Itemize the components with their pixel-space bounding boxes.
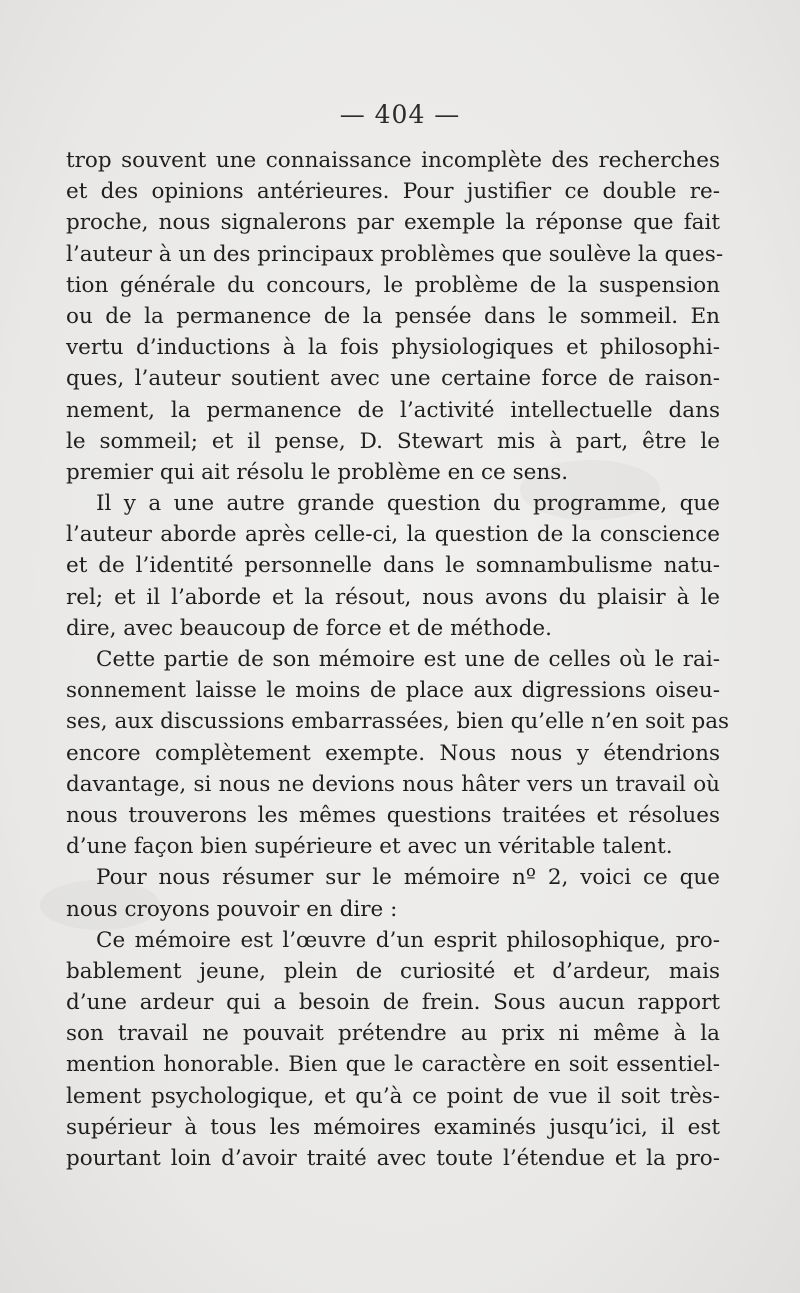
text-line: son travail ne pouvait prétendre au prix ni même à la <box>66 1021 720 1047</box>
text-line: Cette partie de son mémoire est une de celles où le rai- <box>96 647 720 672</box>
text-line: ques, l’auteur soutient avec une certaine force de raison- <box>66 366 720 392</box>
text-line: bablement jeune, plein de curiosité et d’ardeur, mais <box>66 958 720 984</box>
text-line: d’une façon bien supérieure et avec un véritable talent. <box>66 834 673 860</box>
body-text <box>66 145 730 1174</box>
text-line: sonnement laisse le moins de place aux digressions oiseu- <box>66 678 720 704</box>
text-line: l’auteur à un des principaux problèmes que soulève la ques- <box>66 241 724 267</box>
paragraph <box>66 925 720 1175</box>
text-line: mention honorable. Bien que le caractère en soit essentiel- <box>66 1052 720 1078</box>
text-line: davantage, si nous ne devions nous hâter vers un travail où <box>66 771 720 797</box>
paragraph <box>66 644 730 862</box>
page-number: — 404 — <box>339 100 461 129</box>
text-line: l’auteur aborde après celle-ci, la question de la conscience <box>66 522 720 548</box>
text-line: pourtant loin d’avoir traité avec toute l’étendue et la pro- <box>66 1146 720 1171</box>
text-line: d’une ardeur qui a besoin de frein. Sous aucun rapport <box>66 990 720 1016</box>
paragraph <box>66 862 720 924</box>
paragraph <box>66 488 720 644</box>
text-line: tion générale du concours, le problème de la suspension <box>66 272 720 298</box>
paragraph <box>66 145 724 488</box>
text-line: Pour nous résumer sur le mémoire nº 2, voici ce que <box>96 865 720 891</box>
text-line: nement, la permanence de l’activité intellectuelle dans <box>66 397 720 423</box>
text-line: et de l’identité personnelle dans le somnambulisme natu- <box>66 553 720 579</box>
text-line: ou de la permanence de la pensée dans le sommeil. En <box>66 303 720 329</box>
text-line: nous croyons pouvoir en dire : <box>66 896 398 922</box>
text-line: vertu d’inductions à la fois physiologiques et philosophi- <box>66 335 720 361</box>
text-line: premier qui ait résolu le problème en ce sens. <box>66 459 569 485</box>
text-line: Il y a une autre grande question du programme, que <box>96 491 720 517</box>
text-line: ses, aux discussions embarrassées, bien qu’elle n’en soit pas <box>66 709 730 735</box>
text-line: proche, nous signalerons par exemple la réponse que fait <box>66 210 720 236</box>
text-line: dire, avec beaucoup de force et de méthode. <box>66 615 552 641</box>
text-line: le sommeil; et il pense, D. Stewart mis à part, être le <box>66 428 720 454</box>
text-line: et des opinions antérieures. Pour justifier ce double re- <box>66 179 720 205</box>
text-line: supérieur à tous les mémoires examinés jusqu’ici, il est <box>66 1114 720 1140</box>
text-line: trop souvent une connaissance incomplète des recherches <box>66 148 720 173</box>
text-line: encore complètement exempte. Nous nous y étendrions <box>66 740 720 766</box>
text-line: Ce mémoire est l’œuvre d’un esprit philosophique, pro- <box>96 927 720 953</box>
text-line: nous trouverons les mêmes questions traitées et résolues <box>66 802 720 828</box>
text-line: rel; et il l’aborde et la résout, nous avons du plaisir à le <box>66 584 720 610</box>
text-line: lement psychologique, et qu’à ce point de vue il soit très- <box>66 1083 720 1109</box>
